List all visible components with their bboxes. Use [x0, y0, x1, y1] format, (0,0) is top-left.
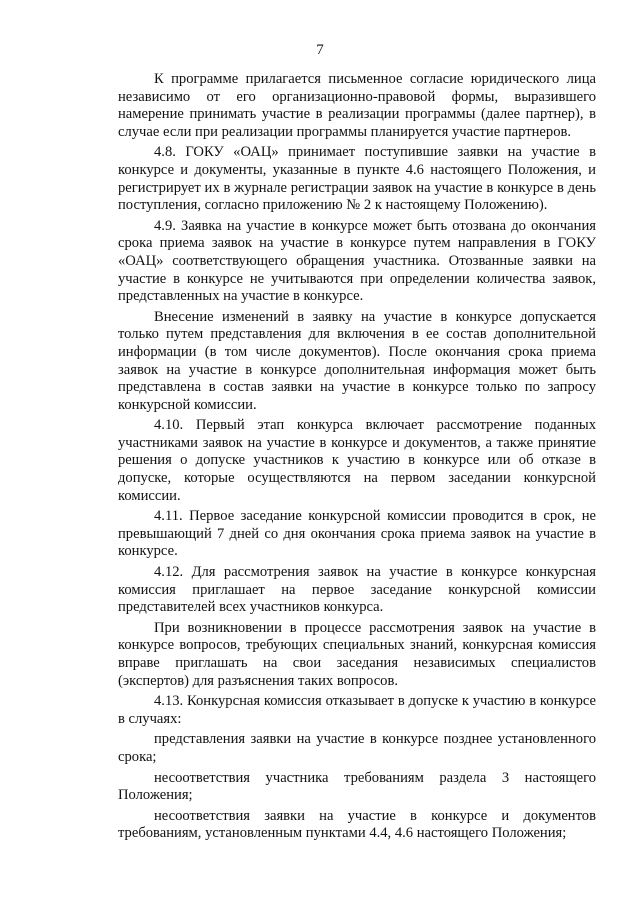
paragraph-experts: При возникновении в процессе рассмотрения заявок на участие в конкурсе вопросов, требующих специальных знаний, конкурсная комиссия вправе приглашать на свои заседания независимых специалистов (экспертов) для разъяснения таких вопросов.	[118, 619, 596, 689]
list-item-documents-noncompliance: несоответствия заявки на участие в конкурсе и документов требованиям, установленным пунктами 4.4, 4.6 настоящего Положения;	[118, 807, 596, 842]
page-number: 7	[316, 42, 324, 58]
paragraph-4-12: 4.12. Для рассмотрения заявок на участие в конкурсе конкурсная комиссия приглашает на первое заседание конкурсной комиссии представителей всех участников конкурса.	[118, 564, 596, 616]
document-body	[118, 71, 596, 843]
list-item-late-submission: представления заявки на участие в конкурсе позднее установленного срока;	[118, 731, 596, 765]
list-item-participant-noncompliance: несоответствия участника требованиям раздела 3 настоящего Положения;	[118, 769, 596, 804]
paragraph-partner-consent: К программе прилагается письменное согласие юридического лица независимо от его организационно-правовой формы, выразившего намерение принимать участие в реализации программы (далее партнер), в случае если при реализации программы планируется участие партнеров.	[118, 71, 596, 140]
paragraph-amendments: Внесение изменений в заявку на участие в конкурсе допускается только путем представления для включения в ее состав дополнительной информации (в том числе документов). После окончания срока приема заявок на участие в конкурсе дополнительная информация может быть представлена в состав заявки на участие в конкурсе только по запросу конкурсной комиссии.	[118, 308, 596, 413]
paragraph-4-8: 4.8. ГОКУ «ОАЦ» принимает поступившие заявки на участие в конкурсе и документы, указанные в пункте 4.6 настоящего Положения, и регистрирует их в журнале регистрации заявок на участие в конкурсе в день поступления, согласно приложению № 2 к настоящему Положению).	[118, 144, 596, 214]
paragraph-4-9: 4.9. Заявка на участие в конкурсе может быть отозвана до окончания срока приема заявок на участие в конкурсе путем направления в ГОКУ «ОАЦ» соответствующего обращения участника. Отозванные заявки на участие в конкурсе не учитываются при определении количества заявок, представленных на участие в конкурсе.	[118, 217, 596, 305]
paragraph-4-11: 4.11. Первое заседание конкурсной комиссии проводится в срок, не превышающий 7 дней со дня окончания срока приема заявок на участие в конкурсе.	[118, 508, 596, 560]
paragraph-4-10: 4.10. Первый этап конкурса включает рассмотрение поданных участниками заявок на участие в конкурсе и документов, а также принятие решения о допуске участников к участию в конкурсе или об отказе в допуске, которые осуществляются на первом заседании конкурсной комиссии.	[118, 417, 596, 504]
paragraph-4-13: 4.13. Конкурсная комиссия отказывает в допуске к участию в конкурсе в случаях:	[118, 693, 596, 727]
